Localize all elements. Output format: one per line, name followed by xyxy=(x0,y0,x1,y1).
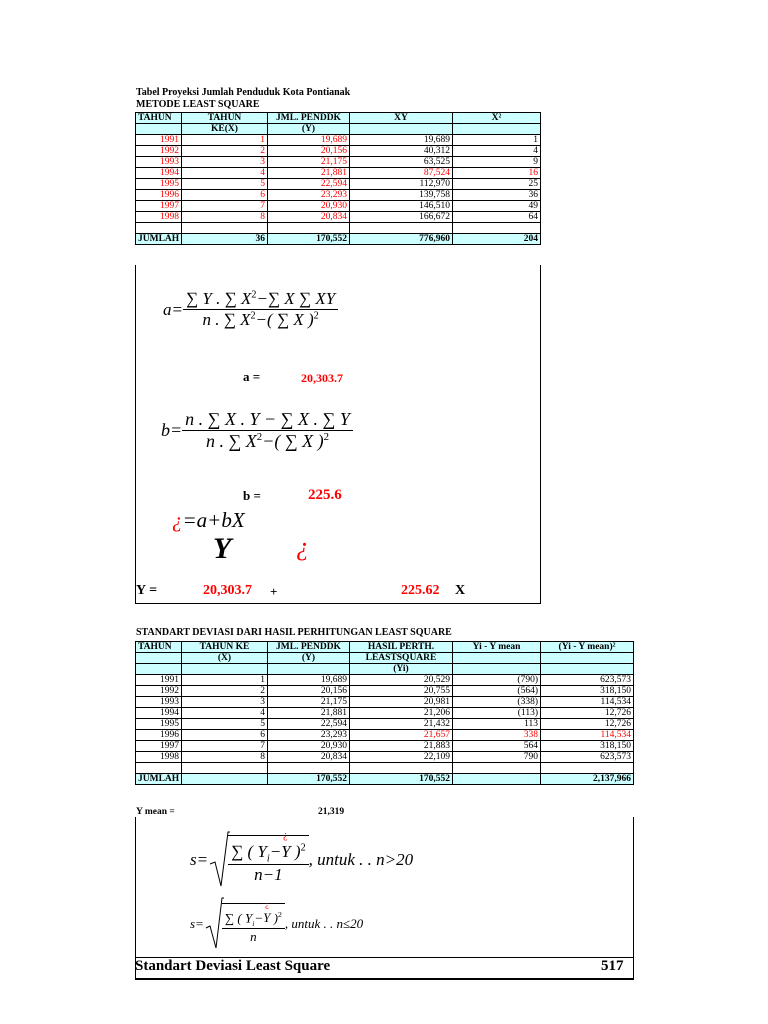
stddev-result-label: Standart Deviasi Least Square xyxy=(135,958,331,974)
cell-xy: 19,689 xyxy=(350,135,453,146)
cell-y: 20,930 xyxy=(268,741,350,752)
cell-d: (113) xyxy=(453,708,541,719)
cell-y: 23,293 xyxy=(268,730,350,741)
table-header-row xyxy=(136,124,541,135)
header-cell xyxy=(453,653,541,664)
cell-x: 5 xyxy=(182,719,268,730)
header-cell: (Y) xyxy=(268,124,350,135)
header-cell xyxy=(541,653,634,664)
col-jml-penddk: JML. PENDDK xyxy=(268,113,350,124)
ymean-label: Y mean = xyxy=(136,807,175,817)
eq-y-label: Y = xyxy=(136,583,158,598)
cell-x2: 25 xyxy=(453,179,541,190)
cell-y: 22,594 xyxy=(268,719,350,730)
a-label: a = xyxy=(243,369,261,384)
total-xy: 776,960 xyxy=(350,234,453,245)
table-header-row xyxy=(136,653,634,664)
formula1-tail: , untuk . . n>20 xyxy=(308,850,414,869)
cell-yi: 20,529 xyxy=(350,675,453,686)
cell-yi: 20,755 xyxy=(350,686,453,697)
table-header-row xyxy=(136,642,634,653)
table-row xyxy=(136,157,541,168)
cell-xy: 87,524 xyxy=(350,168,453,179)
stddev-table xyxy=(135,641,634,785)
cell-x: 1 xyxy=(182,675,268,686)
col-deviation: Yi - Y mean xyxy=(453,642,541,653)
col-hasil: HASIL PERTH. xyxy=(350,642,453,653)
formula-y-q: ¿ xyxy=(172,508,183,532)
cell-tahun: 1995 xyxy=(136,179,182,190)
col-tahun-ke: TAHUN KE xyxy=(182,642,268,653)
header-cell: (Y) xyxy=(268,653,350,664)
header-cell: (Yi) xyxy=(350,664,453,675)
cell-y: 20,156 xyxy=(268,686,350,697)
cell-d2: 623,573 xyxy=(541,675,634,686)
cell-d2: 12,726 xyxy=(541,719,634,730)
cell-x: 8 xyxy=(182,752,268,763)
sqrt-icon xyxy=(204,896,224,952)
cell-y: 22,594 xyxy=(268,179,350,190)
cell-d: 790 xyxy=(453,752,541,763)
cell-d: (790) xyxy=(453,675,541,686)
cell-tahun: 1991 xyxy=(136,675,182,686)
header-cell: LEASTSQUARE xyxy=(350,653,453,664)
eq-b-value: 225.62 xyxy=(401,583,440,598)
table-row xyxy=(136,752,634,763)
cell-x: 6 xyxy=(182,730,268,741)
cell-x2: 9 xyxy=(453,157,541,168)
cell-tahun: 1995 xyxy=(136,719,182,730)
stddev-result-value: 517 xyxy=(601,958,624,974)
cell-d2: 318,150 xyxy=(541,741,634,752)
header-cell xyxy=(136,653,182,664)
cell-yi: 21,432 xyxy=(350,719,453,730)
cell-tahun: 1996 xyxy=(136,190,182,201)
cell-xy: 112,970 xyxy=(350,179,453,190)
total-d xyxy=(453,774,541,785)
cell-d2: 623,573 xyxy=(541,752,634,763)
formula-b-lhs: b= xyxy=(161,420,183,440)
table-header-row xyxy=(136,664,634,675)
header-cell xyxy=(453,664,541,675)
cell-tahun: 1998 xyxy=(136,752,182,763)
cell-d2: 318,150 xyxy=(541,686,634,697)
table-row xyxy=(136,212,541,223)
cell-xy: 146,510 xyxy=(350,201,453,212)
cell-y: 21,881 xyxy=(268,168,350,179)
cell-y: 21,175 xyxy=(268,157,350,168)
a-value: 20,303.7 xyxy=(301,371,343,385)
eq-x: X xyxy=(455,583,466,598)
cell-y: 19,689 xyxy=(268,675,350,686)
cell-y: 20,156 xyxy=(268,146,350,157)
cell-tahun: 1994 xyxy=(136,708,182,719)
cell-d: 113 xyxy=(453,719,541,730)
header-cell xyxy=(541,664,634,675)
cell-x: 1 xyxy=(182,135,268,146)
cell-xy: 139,758 xyxy=(350,190,453,201)
col-xy: XY xyxy=(350,113,453,124)
cell-y: 21,175 xyxy=(268,697,350,708)
cell-yi: 21,657 xyxy=(350,730,453,741)
cell-yi: 21,883 xyxy=(350,741,453,752)
cell-tahun: 1998 xyxy=(136,212,182,223)
total-y: 170,552 xyxy=(268,774,350,785)
total-d2: 2,137,966 xyxy=(541,774,634,785)
header-cell xyxy=(268,664,350,675)
cell-y: 21,881 xyxy=(268,708,350,719)
header-cell: (X) xyxy=(182,653,268,664)
header-cell xyxy=(350,124,453,135)
cell-xy: 63,525 xyxy=(350,157,453,168)
header-cell xyxy=(136,124,182,135)
cell-tahun: 1997 xyxy=(136,741,182,752)
cell-y: 20,834 xyxy=(268,752,350,763)
cell-x: 7 xyxy=(182,201,268,212)
formula-a-lhs: a= xyxy=(163,299,183,319)
table1-title: Tabel Proyeksi Jumlah Penduduk Kota Pontianak xyxy=(136,87,351,98)
cell-d: (338) xyxy=(453,697,541,708)
col-x2: X² xyxy=(453,113,541,124)
sqrt-icon xyxy=(208,830,230,890)
col-tahun: TAHUN xyxy=(136,113,182,124)
eq-a-value: 20,303.7 xyxy=(203,583,252,598)
header-cell xyxy=(136,664,182,675)
cell-tahun: 1992 xyxy=(136,686,182,697)
table-row xyxy=(136,741,634,752)
table1-subtitle: METODE LEAST SQUARE xyxy=(136,99,260,110)
cell-tahun: 1993 xyxy=(136,697,182,708)
cell-x: 6 xyxy=(182,190,268,201)
total-x xyxy=(182,774,268,785)
table-row xyxy=(136,179,541,190)
stddev-formula-n-gt-20: s= ∑ ( $Y_i-Y$ ¿ )$^2$ n−1 , untuk . . n>20 xyxy=(190,830,413,890)
table-row xyxy=(136,223,541,234)
table-row xyxy=(136,675,634,686)
table-row xyxy=(136,135,541,146)
table-row xyxy=(136,201,541,212)
cell-tahun: 1997 xyxy=(136,201,182,212)
cell-x: 8 xyxy=(182,212,268,223)
col-tahun-ke: TAHUN xyxy=(182,113,268,124)
total-yi: 170,552 xyxy=(350,774,453,785)
cell-d: 338 xyxy=(453,730,541,741)
projection-table xyxy=(135,112,541,245)
formula2-tail: , untuk . . n≤20 xyxy=(284,916,364,931)
cell-x2: 36 xyxy=(453,190,541,201)
formula-b: b= $\frac{n . \sum X . Y - \sum X . \sum Y}{n . \sum X^2-( \sum X )^2}$ xyxy=(161,409,353,452)
col-jml-penddk: JML. PENDDK xyxy=(268,642,350,653)
table-header-row xyxy=(136,113,541,124)
cell-x: 4 xyxy=(182,708,268,719)
col-tahun: TAHUN xyxy=(136,642,182,653)
total-row xyxy=(136,774,634,785)
table-row xyxy=(136,719,634,730)
formula-y-rest: =a+bX xyxy=(182,508,245,532)
table-row xyxy=(136,190,541,201)
cell-y: 19,689 xyxy=(268,135,350,146)
stddev-formula-n-le-20: s= ∑ ( $Y_i-Y$ ¿ )$^2$ n , untuk . . n≤20 xyxy=(190,896,363,952)
cell-d2: 114,534 xyxy=(541,730,634,741)
cell-x: 4 xyxy=(182,168,268,179)
cell-x: 2 xyxy=(182,146,268,157)
cell-d2: 12,726 xyxy=(541,708,634,719)
cell-d: (564) xyxy=(453,686,541,697)
cell-x: 7 xyxy=(182,741,268,752)
table-row xyxy=(136,708,634,719)
cell-tahun: 1991 xyxy=(136,135,182,146)
table-row xyxy=(136,686,634,697)
cell-yi: 21,206 xyxy=(350,708,453,719)
ymean-value: 21,319 xyxy=(318,807,345,817)
cell-yi: 20,981 xyxy=(350,697,453,708)
cell-d: 564 xyxy=(453,741,541,752)
cell-xy: 40,312 xyxy=(350,146,453,157)
cell-x: 3 xyxy=(182,697,268,708)
total-label: JUMLAH xyxy=(136,774,182,785)
cell-tahun: 1996 xyxy=(136,730,182,741)
header-cell xyxy=(182,664,268,675)
total-y: 170,552 xyxy=(268,234,350,245)
header-cell: KE(X) xyxy=(182,124,268,135)
cell-x2: 64 xyxy=(453,212,541,223)
table-row xyxy=(136,168,541,179)
table-row xyxy=(136,697,634,708)
col-deviation-sq: (Yi - Y mean)² xyxy=(541,642,634,653)
cell-d2: 114,534 xyxy=(541,697,634,708)
cell-x: 5 xyxy=(182,179,268,190)
cell-x2: 4 xyxy=(453,146,541,157)
table-row xyxy=(136,730,634,741)
cell-y: 20,834 xyxy=(268,212,350,223)
cell-xy: 166,672 xyxy=(350,212,453,223)
cell-x: 2 xyxy=(182,686,268,697)
header-cell xyxy=(453,124,541,135)
total-row xyxy=(136,234,541,245)
cell-y: 20,930 xyxy=(268,201,350,212)
cell-tahun: 1994 xyxy=(136,168,182,179)
cell-yi: 22,109 xyxy=(350,752,453,763)
formula-y xyxy=(172,508,245,533)
b-value: 225.6 xyxy=(308,487,342,503)
cell-tahun: 1993 xyxy=(136,157,182,168)
cell-y: 23,293 xyxy=(268,190,350,201)
cell-x2: 16 xyxy=(453,168,541,179)
table-row xyxy=(136,763,634,774)
formula-y-big: Y xyxy=(213,532,232,565)
formula-y-q2: ¿ xyxy=(296,532,309,561)
total-label: JUMLAH xyxy=(136,234,182,245)
table-row xyxy=(136,146,541,157)
total-x: 36 xyxy=(182,234,268,245)
table2-title: STANDART DEVIASI DARI HASIL PERHITUNGAN LEAST SQUARE xyxy=(136,627,452,638)
cell-x2: 49 xyxy=(453,201,541,212)
cell-x: 3 xyxy=(182,157,268,168)
total-x2: 204 xyxy=(453,234,541,245)
cell-tahun: 1992 xyxy=(136,146,182,157)
b-label: b = xyxy=(243,488,261,503)
eq-plus: + xyxy=(270,584,278,599)
cell-x2: 1 xyxy=(453,135,541,146)
formula-a: a= $\frac{\sum Y . \sum X^2-\sum X \sum XY}{n . \sum X^2-( \sum X )^2}$ xyxy=(163,289,338,330)
